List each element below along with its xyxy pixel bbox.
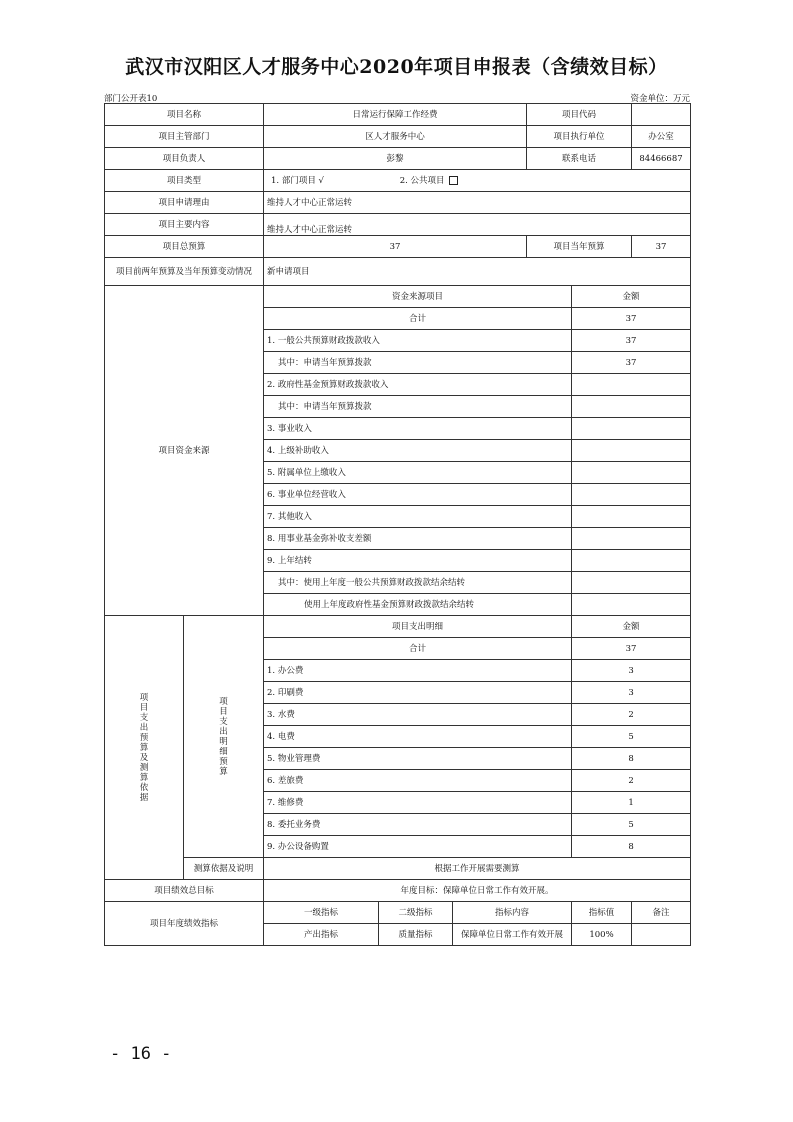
expense-amount: 5 [572, 726, 691, 748]
indicator-header: 指标值 [572, 902, 632, 924]
funding-item: 其中：申请当年预算拨款 [264, 352, 572, 374]
indicator-header-row [105, 902, 691, 924]
funding-item: 7. 其他收入 [264, 506, 572, 528]
row-content [105, 214, 691, 236]
total-budget-label: 项目总预算 [105, 236, 264, 258]
indicator-cell: 产出指标 [264, 924, 379, 946]
funding-amount [572, 550, 691, 572]
row-leader [105, 148, 691, 170]
funding-item: 8. 用事业基金弥补收支差额 [264, 528, 572, 550]
leader-label: 项目负责人 [105, 148, 264, 170]
expense-amount: 8 [572, 748, 691, 770]
type-label: 项目类型 [105, 170, 264, 192]
type-option-dept: 1. 部门项目 √ [271, 175, 324, 186]
expense-item: 2. 印刷费 [264, 682, 572, 704]
total-budget-value: 37 [264, 236, 527, 258]
form-code: 部门公开表10 [104, 94, 158, 104]
project-application-table [104, 103, 691, 946]
funding-amount: 37 [572, 308, 691, 330]
expense-amount: 2 [572, 704, 691, 726]
expense-item: 合计 [264, 638, 572, 660]
funding-item: 合计 [264, 308, 572, 330]
indicator-header: 二级指标 [379, 902, 453, 924]
goal-value: 年度目标：保障单位日常工作有效开展。 [264, 880, 691, 902]
funding-item: 其中：使用上年度一般公共预算财政拨款结余结转 [264, 572, 572, 594]
expense-item: 4. 电费 [264, 726, 572, 748]
row-change [105, 258, 691, 286]
indicator-cell: 100% [572, 924, 632, 946]
type-option-public: 2. 公共项目 [399, 175, 445, 186]
funding-item: 3. 事业收入 [264, 418, 572, 440]
reason-label: 项目申请理由 [105, 192, 264, 214]
expense-outer-label-text: 项目支出预算及测算依据 [139, 692, 149, 803]
row-type [105, 170, 691, 192]
expense-item: 5. 物业管理费 [264, 748, 572, 770]
funding-amount [572, 528, 691, 550]
funding-col-item: 资金来源项目 [264, 286, 572, 308]
project-name-label: 项目名称 [105, 104, 264, 126]
funding-amount [572, 484, 691, 506]
row-project-name [105, 104, 691, 126]
expense-amount: 3 [572, 660, 691, 682]
phone-value: 84466687 [632, 148, 691, 170]
checkbox-icon [449, 176, 458, 185]
exec-unit-label: 项目执行单位 [527, 126, 632, 148]
funding-amount [572, 396, 691, 418]
reason-value: 维持人才中心正常运转 [264, 192, 691, 214]
funding-item: 4. 上级补助收入 [264, 440, 572, 462]
year-budget-value: 37 [632, 236, 691, 258]
funding-amount [572, 462, 691, 484]
funding-amount [572, 594, 691, 616]
project-code-value [632, 104, 691, 126]
funding-item: 9. 上年结转 [264, 550, 572, 572]
expense-amount: 8 [572, 836, 691, 858]
indicator-label: 项目年度绩效指标 [105, 902, 264, 946]
funding-section-label: 项目资金来源 [105, 286, 264, 616]
leader-value: 彭黎 [264, 148, 527, 170]
expense-header-row [105, 616, 691, 638]
basis-label: 测算依据及说明 [184, 858, 264, 880]
expense-inner-label-text: 项目支出明细预算 [219, 696, 228, 777]
funding-item: 2. 政府性基金预算财政拨款收入 [264, 374, 572, 396]
funding-amount [572, 418, 691, 440]
goal-row [105, 880, 691, 902]
expense-item: 1. 办公费 [264, 660, 572, 682]
dept-label: 项目主管部门 [105, 126, 264, 148]
funding-amount [572, 506, 691, 528]
expense-amount: 1 [572, 792, 691, 814]
funding-item: 6. 事业单位经营收入 [264, 484, 572, 506]
year-budget-label: 项目当年预算 [527, 236, 632, 258]
funding-item: 1. 一般公共预算财政拨款收入 [264, 330, 572, 352]
funding-amount: 37 [572, 352, 691, 374]
expense-item: 3. 水费 [264, 704, 572, 726]
indicator-header: 一级指标 [264, 902, 379, 924]
change-label: 项目前两年预算及当年预算变动情况 [105, 258, 264, 286]
goal-label: 项目绩效总目标 [105, 880, 264, 902]
expense-outer-label [105, 616, 184, 880]
basis-row [105, 858, 691, 880]
expense-item: 8. 委托业务费 [264, 814, 572, 836]
funding-item: 使用上年度政府性基金预算财政拨款结余结转 [264, 594, 572, 616]
phone-label: 联系电话 [527, 148, 632, 170]
expense-amount: 5 [572, 814, 691, 836]
project-code-label: 项目代码 [527, 104, 632, 126]
expense-item: 9. 办公设备购置 [264, 836, 572, 858]
funding-col-amount: 金额 [572, 286, 691, 308]
row-budget [105, 236, 691, 258]
row-dept [105, 126, 691, 148]
page-number: - 16 - [110, 1044, 172, 1064]
page-title: 武汉市汉阳区人才服务中心2020年项目申报表（含绩效目标） [125, 56, 668, 78]
expense-amount: 37 [572, 638, 691, 660]
funding-amount [572, 572, 691, 594]
exec-unit-value: 办公室 [632, 126, 691, 148]
indicator-header: 指标内容 [453, 902, 572, 924]
content-label: 项目主要内容 [105, 214, 264, 236]
dept-value: 区人才服务中心 [264, 126, 527, 148]
funding-header-row [105, 286, 691, 308]
indicator-header: 备注 [632, 902, 691, 924]
expense-amount: 2 [572, 770, 691, 792]
expense-item: 7. 维修费 [264, 792, 572, 814]
project-name-value: 日常运行保障工作经费 [264, 104, 527, 126]
expense-inner-label [184, 616, 264, 858]
funding-item: 其中：申请当年预算拨款 [264, 396, 572, 418]
expense-amount: 3 [572, 682, 691, 704]
basis-value: 根据工作开展需要测算 [264, 858, 691, 880]
indicator-cell [632, 924, 691, 946]
funding-item: 5. 附属单位上缴收入 [264, 462, 572, 484]
funding-amount [572, 440, 691, 462]
change-value: 新申请项目 [264, 258, 691, 286]
expense-col-item: 项目支出明细 [264, 616, 572, 638]
row-reason [105, 192, 691, 214]
indicator-cell: 保障单位日常工作有效开展 [453, 924, 572, 946]
funding-amount [572, 374, 691, 396]
unit-note: 资金单位：万元 [630, 94, 690, 104]
type-options [264, 170, 691, 192]
expense-item: 6. 差旅费 [264, 770, 572, 792]
expense-col-amount: 金额 [572, 616, 691, 638]
content-value: 维持人才中心正常运转 [264, 214, 691, 236]
indicator-cell: 质量指标 [379, 924, 453, 946]
funding-amount: 37 [572, 330, 691, 352]
